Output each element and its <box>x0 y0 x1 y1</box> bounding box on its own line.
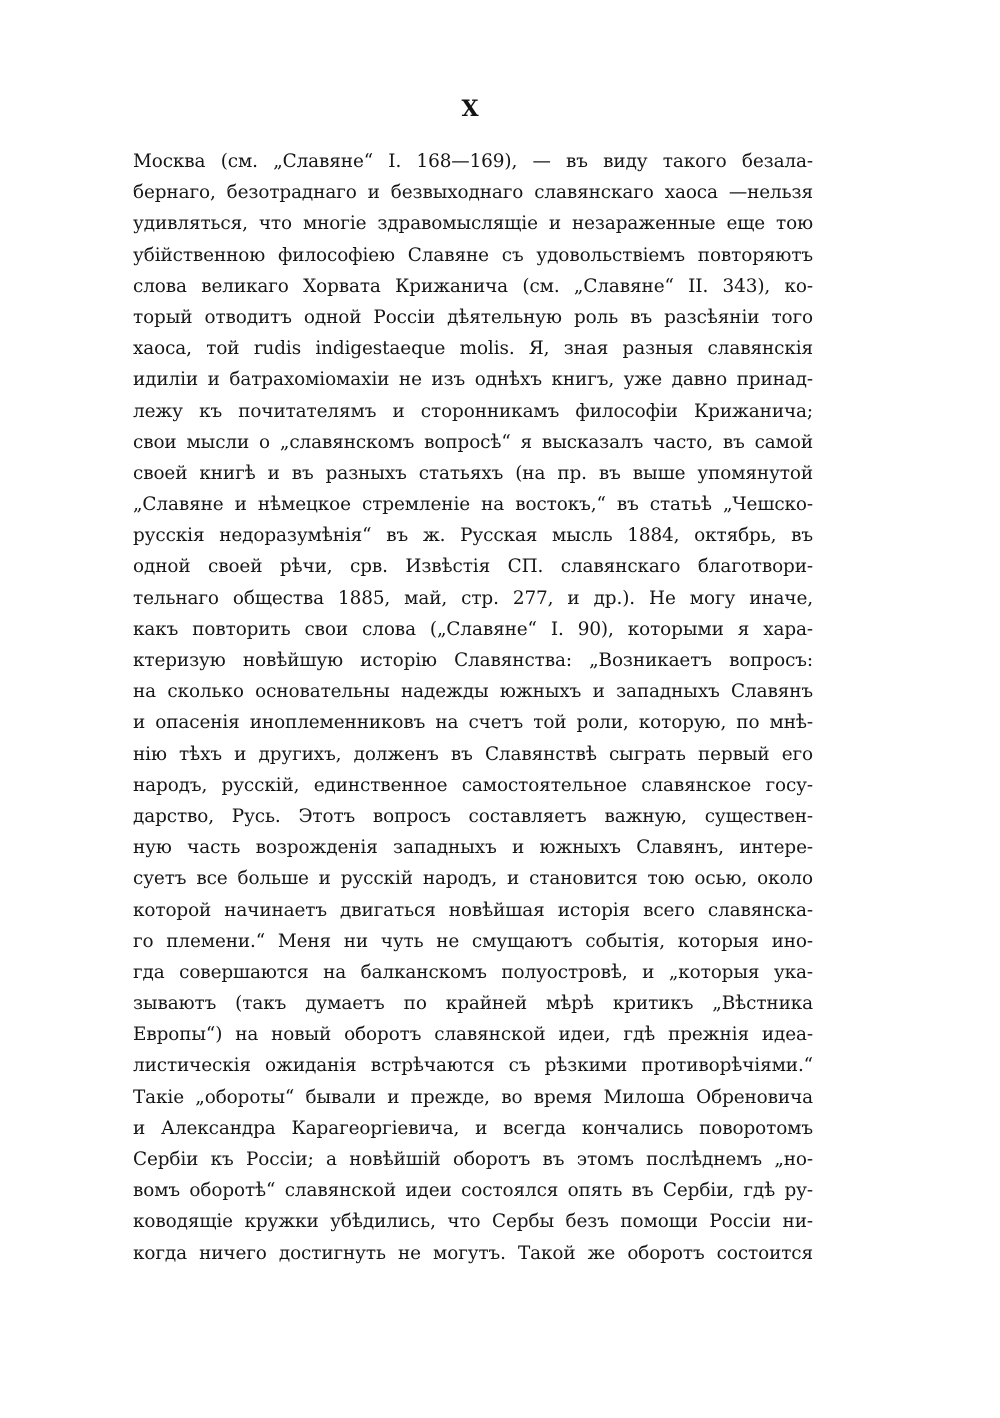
text-line: слова великаго Хорвата Крижанича (см. „Славяне“ II. 343), ко- <box>133 275 813 297</box>
text-line: Европы“) на новый оборотъ славянской идеи, гдѣ прежнія идеа- <box>133 1024 813 1046</box>
text-line: торый отводитъ одной Россіи дѣятельную роль въ разсѣяніи того <box>133 306 813 328</box>
text-line: ководящіе кружки убѣдились, что Сербы безъ помощи Россіи ни- <box>133 1211 813 1233</box>
text-line: зываютъ (такъ думаетъ по крайней мѣрѣ критикъ „Вѣстника <box>133 993 813 1015</box>
text-line: своей книгѣ и въ разныхъ статьяхъ (на пр. въ выше упомянутой <box>133 462 813 484</box>
text-line: суетъ все больше и русскій народъ, и становится тою осью, около <box>133 868 813 890</box>
text-line: народъ, русскій, единственное самостоятельное славянское госу- <box>133 774 813 796</box>
text-line: какъ повторить свои слова („Славяне“ I. 90), которыми я хара- <box>133 618 813 640</box>
text-line: вомъ оборотѣ“ славянской идеи состоялся опять въ Сербіи, гдѣ ру- <box>133 1180 813 1202</box>
text-line: лежу къ почитателямъ и сторонникамъ философіи Крижанича; <box>133 400 813 422</box>
text-line: го племени.“ Меня ни чуть не смущаютъ событія, которыя ино- <box>133 930 813 952</box>
text-line: Москва (см. „Славяне“ I. 168—169), — въ виду такого безала- <box>133 151 813 172</box>
text-line: листическія ожиданія встрѣчаются съ рѣзкими противорѣчіями.“ <box>133 1055 813 1077</box>
text-line: бернаго, безотраднаго и безвыходнаго славянскаго хаоса —нельзя <box>133 182 813 204</box>
text-line: свои мысли о „славянскомъ вопросѣ“ я высказалъ часто, въ самой <box>133 431 813 453</box>
text-line: „Славяне и нѣмецкое стремленіе на востокъ,“ въ статьѣ „Чешско- <box>133 494 813 516</box>
text-line: ктеризую новѣйшую исторію Славянства: „Возникаетъ вопросъ: <box>133 650 813 671</box>
text-line: одной своей рѣчи, срв. Извѣстія СП. славянскаго благотвори- <box>133 556 813 578</box>
text-line: дарство, Русь. Этотъ вопросъ составляетъ важную, существен- <box>133 805 813 827</box>
page-number: X <box>461 96 479 122</box>
text-line: и опасенія иноплеменниковъ на счетъ той роли, которую, по мнѣ- <box>133 712 813 734</box>
text-line: хаоса, той rudis indigestaeque molis. Я, зная разныя славянскія <box>133 338 813 360</box>
text-line: Сербіи къ Россіи; а новѣйшій оборотъ въ этомъ послѣднемъ „но- <box>133 1149 813 1170</box>
text-line: на сколько основательны надежды южныхъ и западныхъ Славянъ <box>133 681 813 703</box>
text-line: русскія недоразумѣнія“ въ ж. Русская мысль 1884, октябрь, въ <box>133 525 813 547</box>
text-line: которой начинаетъ двигаться новѣйшая исторія всего славянска- <box>133 899 813 921</box>
body-text <box>133 146 813 1269</box>
text-line: идиліи и батрахоміомахіи не изъ однѣхъ книгъ, уже давно принад- <box>133 369 813 391</box>
text-line: Такіе „обороты“ бывали и прежде, во время Милоша Обреновича <box>133 1086 813 1108</box>
text-line: убійственною философіею Славяне съ удовольствіемъ повторяютъ <box>133 244 813 266</box>
text-line: гда совершаются на балканскомъ полуостровѣ, и „которыя ука- <box>133 961 813 983</box>
text-line: тельнаго общества 1885, май, стр. 277, и др.). Не могу иначе, <box>133 587 813 609</box>
text-line: и Александра Карагеоргіевича, и всегда кончались поворотомъ <box>133 1117 813 1139</box>
text-line: нію тѣхъ и другихъ, долженъ въ Славянствѣ сыграть первый его <box>133 743 813 765</box>
text-line: когда ничего достигнуть не могутъ. Такой же оборотъ состоится <box>133 1242 813 1264</box>
text-line: ную часть возрожденія западныхъ и южныхъ Славянъ, интере- <box>133 837 813 859</box>
text-line: удивляться, что многіе здравомыслящіе и незараженные еще тою <box>133 213 813 235</box>
